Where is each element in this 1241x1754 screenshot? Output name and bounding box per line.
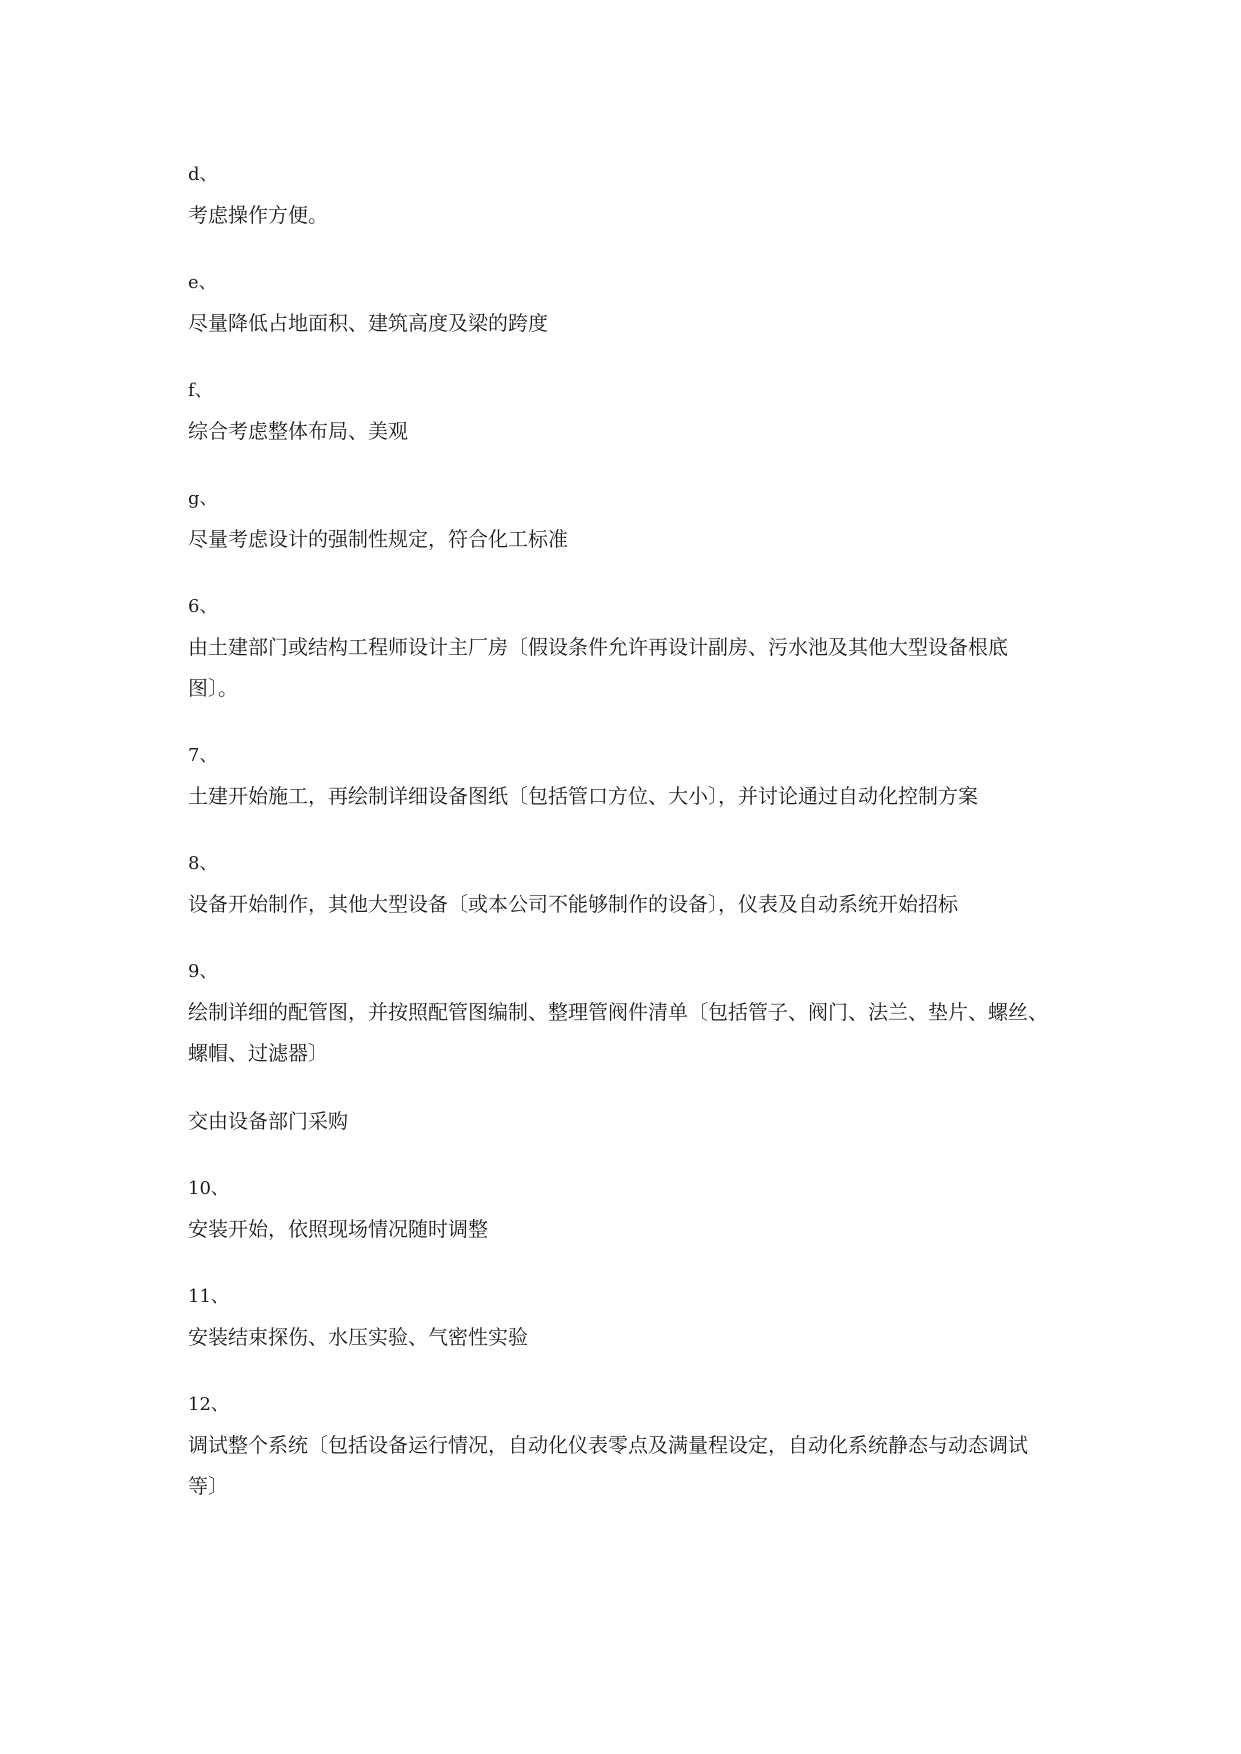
item-text: 尽量降低占地面积、建筑高度及梁的跨度	[188, 311, 548, 335]
item-text: 尽量考虑设计的强制性规定，符合化工标准	[188, 527, 568, 551]
item-text: 等〕	[188, 1474, 228, 1498]
item-marker: 11、	[188, 1286, 229, 1307]
item-text: 交由设备部门采购	[188, 1109, 348, 1133]
item-marker: 7、	[188, 745, 218, 766]
item-marker: f、	[188, 380, 213, 401]
item-text: 考虑操作方便。	[188, 203, 328, 227]
item-marker: e、	[188, 272, 217, 293]
item-text: 螺帽、过滤器〕	[188, 1041, 328, 1065]
item-text: 由土建部门或结构工程师设计主厂房〔假设条件允许再设计副房、污水池及其他大型设备根底	[188, 635, 1008, 659]
item-marker: 10、	[188, 1178, 229, 1199]
item-text: 图〕。	[188, 676, 238, 700]
item-text: 调试整个系统〔包括设备运行情况，自动化仪表零点及满量程设定，自动化系统静态与动态调试	[188, 1433, 1028, 1457]
item-text: 综合考虑整体布局、美观	[188, 419, 408, 443]
item-marker: 12、	[188, 1394, 229, 1415]
item-text: 土建开始施工，再绘制详细设备图纸〔包括管口方位、大小〕，并讨论通过自动化控制方案	[188, 784, 978, 808]
item-marker: 9、	[188, 961, 218, 982]
item-text: 安装结束探伤、水压实验、气密性实验	[188, 1325, 528, 1349]
item-marker: g、	[188, 488, 218, 509]
item-marker: 8、	[188, 853, 218, 874]
item-marker: d、	[188, 164, 218, 185]
item-marker: 6、	[188, 596, 218, 617]
item-text: 绘制详细的配管图，并按照配管图编制、整理管阀件清单〔包括管子、阀门、法兰、垫片、螺丝、	[188, 1000, 1048, 1024]
item-text: 设备开始制作，其他大型设备〔或本公司不能够制作的设备〕，仪表及自动系统开始招标	[188, 892, 958, 916]
item-text: 安装开始，依照现场情况随时调整	[188, 1217, 488, 1241]
